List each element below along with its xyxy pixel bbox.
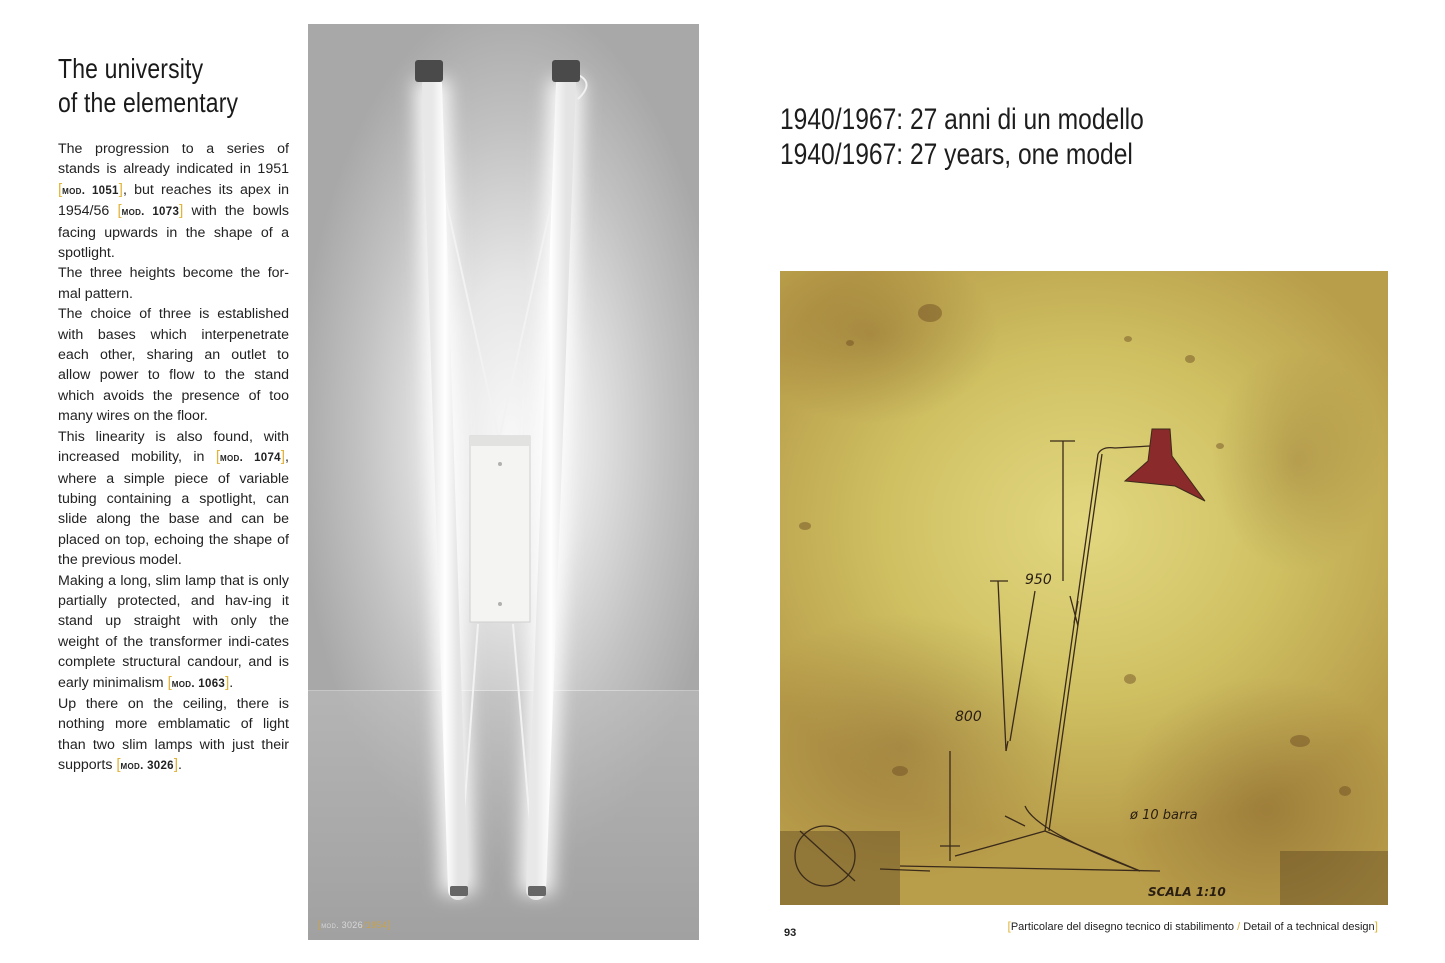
paragraph-2: The three heights become the for-mal pattern.: [58, 265, 289, 302]
text-run: .: [178, 757, 182, 774]
caption-english: Detail of a technical design: [1243, 921, 1375, 933]
page-number: 93: [784, 927, 797, 939]
bar-note: ø 10 barra: [1130, 808, 1198, 823]
bracket: [: [116, 756, 121, 774]
text-run: This linearity is also found, with increased mobility, in: [58, 428, 289, 466]
photo-caption-year: 1954: [365, 920, 388, 930]
lamp-shade: [1125, 429, 1205, 501]
lamp-photo: [308, 24, 699, 940]
section-heading: [58, 52, 255, 120]
scale-label: SCALA 1:10: [1148, 885, 1226, 899]
text-run: Up there on the ceiling, there is nothing more emblamatic of light than two slim lamps with just their supports: [58, 695, 289, 774]
photo-caption-model: mod. 3026: [321, 920, 363, 930]
heading-line-1: The university: [58, 53, 204, 84]
model-ref-1073: mod. 1073: [121, 206, 180, 219]
model-ref-1074: mod. 1074: [220, 452, 281, 465]
text-run: , where a simple piece of variable tubing containing a spotlight, can slide along the base and can be placed on top, echoing the shape of the previous model.: [58, 449, 289, 569]
bracket: [: [167, 673, 172, 691]
text-run: Making a long, slim lamp that is only partially protected, and hav-ing it stand up straight with only the weight of the transformer indi-cates complete structural candour, and is early minimalism: [58, 572, 289, 691]
chapter-title: [780, 102, 1144, 172]
caption-slash: /: [362, 920, 366, 930]
title-english: 1940/1967: 27 years, one model: [780, 138, 1133, 171]
bracket: ]: [1374, 919, 1378, 933]
body-text: [58, 139, 289, 777]
bracket: [: [117, 202, 122, 220]
dark-edges: [780, 831, 1388, 905]
model-ref-1063: mod. 1063: [171, 677, 226, 690]
bracket: ]: [280, 448, 286, 466]
sketch-lines: [795, 441, 1160, 886]
caption-italian: Particolare del disegno tecnico di stabilimento: [1010, 921, 1234, 933]
bracket: [: [215, 448, 221, 466]
bracket: ]: [173, 756, 179, 774]
bracket: [: [58, 180, 63, 198]
paper-stains: [799, 304, 1351, 796]
paragraph-6: [58, 694, 289, 777]
sketch-caption: [1007, 919, 1378, 933]
bracket: [: [1007, 919, 1011, 933]
photo-caption: [318, 920, 391, 931]
paragraph-1: [58, 139, 289, 263]
model-ref-3026: mod. 3026: [120, 760, 174, 773]
model-ref-1051: mod. 1051: [62, 184, 119, 197]
caption-separator: /: [1237, 921, 1241, 933]
paragraph-4: [58, 427, 289, 571]
bracket: [: [318, 920, 322, 931]
lamp-illustration: [308, 24, 699, 940]
title-italian: 1940/1967: 27 anni di un modello: [780, 103, 1144, 136]
sketch-drawing: [780, 271, 1388, 905]
dimension-950: 950: [1025, 572, 1052, 588]
heading-line-2: of the elementary: [58, 87, 239, 118]
text-run: , but reaches its apex in 1954/56: [58, 181, 290, 220]
bracket: ]: [225, 673, 230, 691]
dimension-800: 800: [955, 709, 982, 725]
bracket: ]: [387, 920, 391, 931]
bracket: ]: [118, 180, 123, 198]
text-run: with the bowls facing upwards in the shape of a spotlight.: [58, 203, 289, 262]
transformer-box: [470, 436, 530, 622]
text-run: The progression to a series of stands is already indicated in 1951: [58, 141, 289, 178]
text-run: .: [229, 674, 234, 691]
paragraph-3: The choice of three is established with bases which interpenetrate each other, sharing an outlet to allow power to flow to the stand which avoids the presence of too many wires on the floor.: [58, 306, 289, 425]
bracket: ]: [179, 202, 184, 220]
paragraph-5: [58, 571, 289, 694]
technical-sketch: [780, 271, 1388, 905]
